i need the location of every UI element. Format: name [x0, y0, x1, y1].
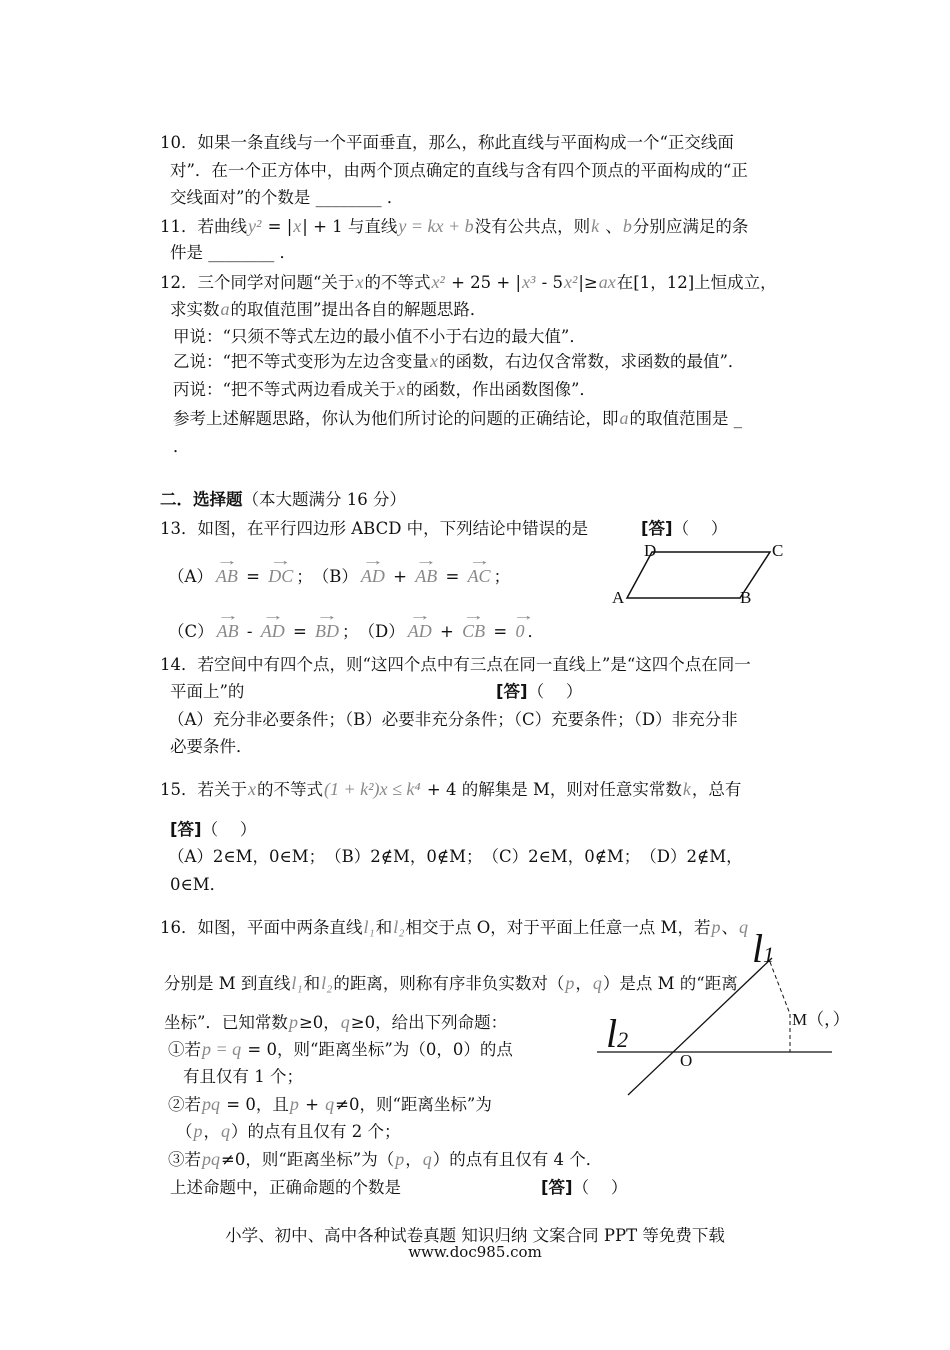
bold-label: [答] — [541, 1178, 573, 1197]
text: - 5 — [536, 273, 563, 292]
text: （ ） — [672, 519, 728, 538]
vertex-label-a: A — [612, 588, 625, 607]
text: + — [434, 622, 460, 641]
vertex-label-d: D — [644, 541, 657, 560]
text: + 25 + | — [445, 273, 522, 292]
l1-subscript: 1 — [763, 942, 775, 967]
vector: → AC — [468, 562, 491, 586]
text: 分别应满足的条 — [632, 217, 749, 236]
math-expression: x — [248, 779, 256, 799]
math-expression: l₂ — [393, 917, 405, 937]
math-expression: q — [221, 1121, 230, 1141]
text: 有且仅有 1 个； — [183, 1067, 303, 1086]
line-label-l1 — [752, 925, 774, 972]
text: 平面上”的 — [170, 682, 245, 701]
text: 甲说：“只须不等式左边的最小值不小于右边的最大值”． — [173, 327, 586, 346]
math-expression: x — [429, 351, 438, 371]
text: ≥0， — [298, 1013, 340, 1032]
text: ， — [203, 1122, 220, 1141]
text: 件是 ________ ． — [170, 243, 296, 262]
text: ，总有 — [691, 780, 742, 799]
math-expression: l₁ — [291, 973, 303, 993]
math-expression: q — [325, 1094, 335, 1114]
text: ③若 — [168, 1150, 201, 1169]
text: 在[1，12]上恒成立， — [616, 273, 777, 292]
text: （A）2∈M，0∈M； （B）2∉M，0∉M； （C）2∈M，0∉M； （D）2∉M， — [168, 847, 743, 866]
bold-label: [答] — [496, 682, 528, 701]
vector: → AB — [415, 562, 437, 586]
text: ； （D） — [342, 622, 405, 641]
text: 的函数，作出函数图像”． — [405, 380, 596, 399]
text: 的取值范围是 _ — [629, 409, 742, 428]
math-expression: q — [340, 1012, 350, 1032]
text: 参考上述解题思路，你认为他们所讨论的问题的正确结论，即 — [173, 409, 619, 428]
line-l1 — [628, 958, 772, 1095]
text: 11．若曲线 — [160, 217, 247, 236]
math-expression: p — [289, 1094, 299, 1114]
text: （ ） — [527, 682, 583, 701]
vector: → AD — [361, 562, 385, 586]
text: 和 — [375, 918, 393, 937]
text: 上述命题中，正确命题的个数是 — [170, 1178, 401, 1197]
text: 12．三个同学对问题“关于 — [160, 273, 355, 292]
text: = — [488, 622, 513, 641]
text: 求实数 — [170, 300, 220, 319]
text: 10．如果一条直线与一个平面垂直，那么，称此直线与平面构成一个“正交线面 — [160, 133, 734, 152]
text: |≥ — [578, 273, 598, 292]
vector: → 0 — [515, 617, 524, 641]
text: 、 — [721, 918, 738, 937]
point-label-m: M（，） — [792, 1010, 850, 1029]
math-expression: k — [682, 779, 691, 799]
line-label-l2 — [606, 1010, 628, 1057]
math-expression: x — [355, 272, 364, 292]
text: + 4 的解集是 M，则对任意实常数 — [421, 780, 682, 799]
math-expression: x² — [563, 272, 578, 292]
text: （ — [176, 1122, 193, 1141]
text: ②若 — [168, 1095, 201, 1114]
footer-promo-text: 小学、初中、高中各种试卷真题 知识归纳 文案合同 PPT 等免费下载 — [225, 1226, 725, 1245]
math-expression: b — [622, 216, 632, 236]
math-expression: y = kx + b — [398, 216, 474, 236]
text: （A） — [168, 567, 213, 586]
math-expression: p — [711, 917, 721, 937]
math-expression: x — [396, 379, 405, 399]
math-expression: p — [395, 1149, 405, 1169]
text: 的不等式 — [364, 273, 431, 292]
bold-label: 二．选择题 — [160, 490, 243, 509]
math-expression: x — [293, 216, 302, 236]
text: = | — [262, 217, 293, 236]
text: （A）充分非必要条件；（B）必要非充分条件；（C）充要条件；（D）非充分非 — [168, 710, 738, 729]
text: ． — [173, 437, 190, 456]
text: （本大题满分 16 分） — [242, 490, 406, 509]
text: 必要条件． — [170, 737, 253, 756]
math-expression: y² — [248, 216, 262, 236]
l1-letter: l — [752, 926, 764, 971]
text: 对”．在一个正方体中，由两个顶点确定的直线与含有四个顶点的平面构成的“正 — [170, 161, 748, 180]
text: = — [440, 567, 465, 586]
text: 和 — [303, 974, 321, 993]
math-expression: q — [738, 917, 748, 937]
text: ， — [575, 974, 592, 993]
math-expression: q — [422, 1149, 432, 1169]
text: 分别是 M 到直线 — [164, 974, 291, 993]
text: 15．若关于 — [160, 780, 247, 799]
text: ≥0，给出下列命题： — [350, 1013, 508, 1032]
math-expression: ax — [598, 272, 616, 292]
vertex-label-c: C — [772, 541, 784, 560]
text: 的函数，右边仅含常数，求函数的最值”． — [438, 352, 745, 371]
text: ）的点有且仅有 4 个． — [432, 1150, 603, 1169]
math-expression: q — [592, 973, 602, 993]
vector: → BD — [315, 617, 339, 641]
vertex-label-b: B — [740, 588, 752, 607]
text: ≠0，则“距离坐标”为（ — [221, 1150, 395, 1169]
math-expression: p — [193, 1121, 203, 1141]
text: 没有公共点，则 — [474, 217, 591, 236]
vector: → AB — [216, 562, 238, 586]
math-expression: pq — [202, 1149, 220, 1169]
text: ； — [493, 567, 511, 586]
math-expression: x² — [431, 272, 445, 292]
text: 丙说：“把不等式两边看成关于 — [173, 380, 396, 399]
math-expression: (1 + k²)x ≤ k⁴ — [324, 779, 421, 799]
text: ； （B） — [296, 567, 358, 586]
text: = — [240, 567, 266, 586]
text: 14．若空间中有四个点，则“这四个点中有三点在同一直线上”是“这四个点在同一 — [160, 655, 751, 674]
l2-subscript: 2 — [617, 1027, 629, 1052]
text: 坐标”．已知常数 — [164, 1013, 288, 1032]
text: 相交于点 O，对于平面上任意一点 M，若 — [405, 918, 711, 937]
text: 的取值范围”提出各自的解题思路． — [230, 300, 487, 319]
text: 16．如图，平面中两条直线 — [160, 918, 363, 937]
text: 的距离，则称有序非负实数对（ — [333, 974, 565, 993]
text: ， — [405, 1150, 422, 1169]
math-expression: pq — [202, 1094, 220, 1114]
vector: → AB — [217, 617, 239, 641]
vector: → DC — [268, 562, 293, 586]
text: （ ） — [572, 1178, 628, 1197]
math-expression: a — [220, 299, 230, 319]
math-expression: l₁ — [363, 917, 375, 937]
text: = 0，且 — [221, 1095, 289, 1114]
bold-label: [答] — [641, 519, 673, 538]
text: 交线面对”的个数是 ________ ． — [170, 188, 404, 207]
text: - — [241, 622, 258, 641]
bold-label: [答] — [170, 820, 202, 839]
text: ①若 — [168, 1040, 201, 1059]
text: 乙说：“把不等式变形为左边含变量 — [173, 352, 429, 371]
footer-website-link[interactable]: www.doc985.com — [408, 1243, 542, 1261]
l2-letter: l — [606, 1011, 618, 1056]
text: 的不等式 — [257, 780, 323, 799]
text: 13．如图，在平行四边形 ABCD 中，下列结论中错误的是 — [160, 519, 589, 538]
text: ≠0，则“距离坐标”为 — [335, 1095, 492, 1114]
text: = 0，则“距离坐标”为（0，0）的点 — [242, 1040, 513, 1059]
text: + — [387, 567, 413, 586]
text: 0∈M． — [170, 875, 227, 894]
point-label-o: O — [680, 1051, 693, 1070]
math-expression: k — [591, 216, 600, 236]
math-expression: p = q — [202, 1039, 242, 1059]
text: | + 1 与直线 — [302, 217, 398, 236]
math-expression: p — [565, 973, 575, 993]
text: + — [299, 1095, 325, 1114]
text: （ ） — [201, 820, 257, 839]
text: ）是点 M 的“距离 — [602, 974, 738, 993]
vector: → AD — [408, 617, 432, 641]
text: = — [287, 622, 313, 641]
text: ． — [527, 622, 544, 641]
math-expression: p — [288, 1012, 298, 1032]
text: 、 — [600, 217, 622, 236]
math-expression: x³ — [522, 272, 536, 292]
text: ）的点有且仅有 2 个； — [231, 1122, 401, 1141]
vector: → AD — [261, 617, 285, 641]
vector: → CB — [462, 617, 485, 641]
text: （C） — [168, 622, 214, 641]
math-expression: a — [619, 408, 629, 428]
math-expression: l₂ — [321, 973, 333, 993]
